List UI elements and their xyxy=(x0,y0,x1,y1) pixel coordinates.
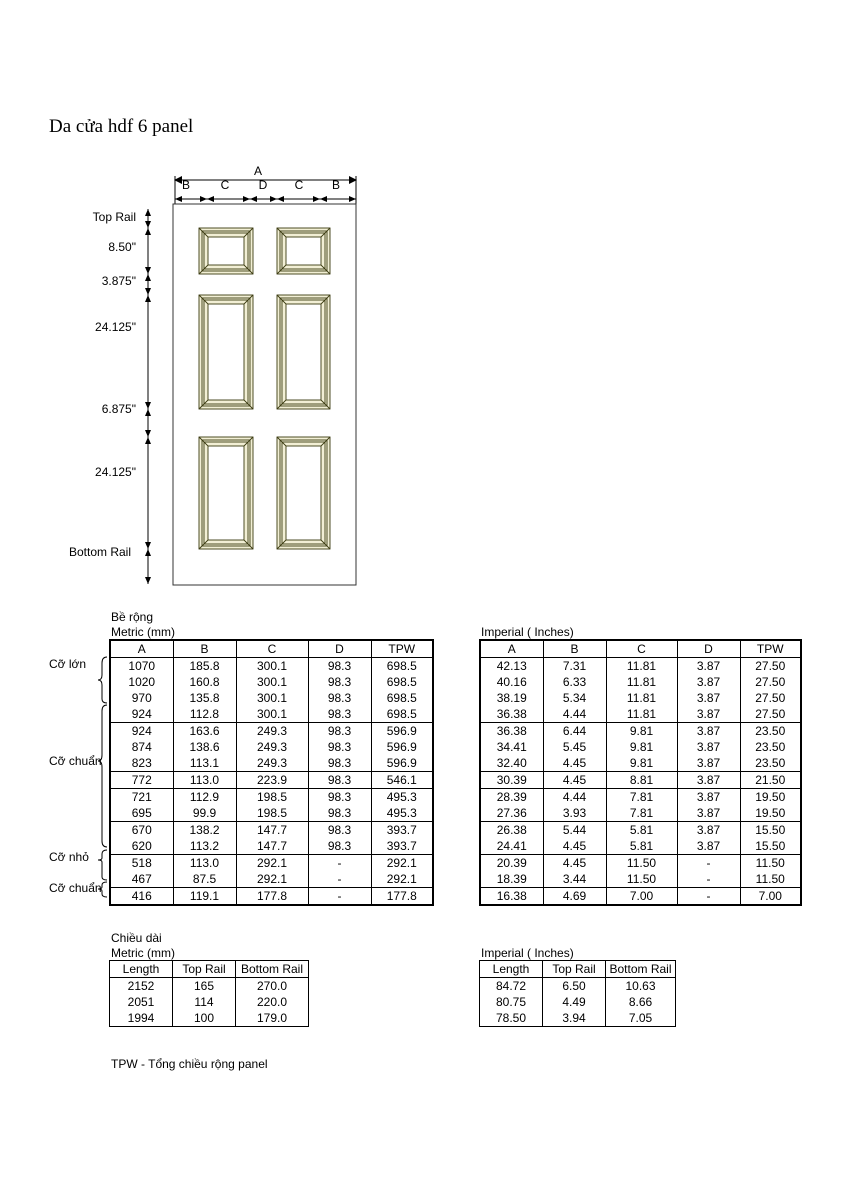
table-row xyxy=(480,789,801,806)
table-cell: 32.40 xyxy=(480,755,543,772)
table-cell: 99.9 xyxy=(173,805,236,822)
table-row xyxy=(480,838,801,855)
table-row xyxy=(480,994,676,1010)
dim-c2-label: C xyxy=(294,178,304,192)
table-row xyxy=(110,871,433,888)
table-row xyxy=(110,658,433,675)
table-cell: 98.3 xyxy=(308,674,371,690)
page-title: Da cửa hdf 6 panel xyxy=(49,116,194,137)
table-cell: 7.00 xyxy=(606,888,677,906)
table-row xyxy=(480,658,801,675)
table-cell: 393.7 xyxy=(371,822,433,839)
table-cell: 28.39 xyxy=(480,789,543,806)
table-cell: 546.1 xyxy=(371,772,433,789)
column-header: Bottom Rail xyxy=(606,961,676,978)
footnote: TPW - Tổng chiều rộng panel xyxy=(111,1057,268,1071)
table-cell: - xyxy=(308,871,371,888)
table-cell: 10.63 xyxy=(606,978,676,995)
table-cell: 6.33 xyxy=(543,674,606,690)
table-cell: 36.38 xyxy=(480,706,543,723)
table-cell: 518 xyxy=(110,855,173,872)
table-cell: - xyxy=(308,888,371,906)
table-cell: 924 xyxy=(110,706,173,723)
size-label-large: Cỡ lớn xyxy=(49,657,87,671)
table-cell: 21.50 xyxy=(740,772,801,789)
column-header: Length xyxy=(480,961,543,978)
table-cell: 7.05 xyxy=(606,1010,676,1027)
length-metric-table xyxy=(109,960,309,1027)
table-row xyxy=(110,855,433,872)
table-row xyxy=(480,871,801,888)
table-cell: 495.3 xyxy=(371,789,433,806)
column-header: Length xyxy=(110,961,173,978)
table-cell: 2152 xyxy=(110,978,173,995)
table-cell: 6.50 xyxy=(543,978,606,995)
table-cell: 300.1 xyxy=(236,674,308,690)
table-cell: 24.41 xyxy=(480,838,543,855)
table-row xyxy=(110,838,433,855)
table-cell: 5.81 xyxy=(606,822,677,839)
table-cell: 15.50 xyxy=(740,822,801,839)
table-cell: 19.50 xyxy=(740,789,801,806)
table-row xyxy=(110,888,433,906)
table-cell: 9.81 xyxy=(606,739,677,755)
table-cell: 3.87 xyxy=(677,706,740,723)
table-cell: - xyxy=(308,855,371,872)
column-header: B xyxy=(543,640,606,658)
table-cell: 27.36 xyxy=(480,805,543,822)
table-cell: 11.81 xyxy=(606,658,677,675)
table-cell: 27.50 xyxy=(740,706,801,723)
length-heading: Chiều dài xyxy=(111,931,162,945)
table-cell: 1994 xyxy=(110,1010,173,1027)
table-cell: 3.87 xyxy=(677,838,740,855)
table-row xyxy=(480,805,801,822)
table-cell: 3.87 xyxy=(677,789,740,806)
table-cell: 721 xyxy=(110,789,173,806)
table-cell: 15.50 xyxy=(740,838,801,855)
table-cell: 4.44 xyxy=(543,789,606,806)
dim-b-label: B xyxy=(181,178,191,192)
table-cell: 98.3 xyxy=(308,805,371,822)
dim-3875-label: 3.875" xyxy=(101,274,136,288)
table-cell: 98.3 xyxy=(308,723,371,740)
table-cell: 147.7 xyxy=(236,822,308,839)
table-cell: 698.5 xyxy=(371,674,433,690)
table-row xyxy=(110,772,433,789)
table-cell: 393.7 xyxy=(371,838,433,855)
table-cell: 11.50 xyxy=(606,871,677,888)
table-cell: 165 xyxy=(173,978,236,995)
table-row xyxy=(110,822,433,839)
table-cell: 698.5 xyxy=(371,690,433,706)
table-cell: 23.50 xyxy=(740,755,801,772)
width-metric-table xyxy=(109,639,434,906)
width-heading: Bề rộng xyxy=(111,610,154,624)
table-row xyxy=(480,978,676,995)
table-cell: 160.8 xyxy=(173,674,236,690)
table-header-row xyxy=(480,640,801,658)
dim-6875-label: 6.875" xyxy=(101,402,136,416)
table-header-row xyxy=(480,961,676,978)
table-row xyxy=(110,789,433,806)
table-cell: 198.5 xyxy=(236,805,308,822)
table-cell: 135.8 xyxy=(173,690,236,706)
table-cell: 119.1 xyxy=(173,888,236,906)
table-cell: 3.87 xyxy=(677,658,740,675)
table-cell: 292.1 xyxy=(236,855,308,872)
table-cell: 11.81 xyxy=(606,706,677,723)
table-cell: 3.93 xyxy=(543,805,606,822)
table-row xyxy=(110,755,433,772)
dim-a-label: A xyxy=(253,164,263,178)
size-braces xyxy=(96,655,110,900)
table-cell: 4.44 xyxy=(543,706,606,723)
table-cell: 138.6 xyxy=(173,739,236,755)
column-header: A xyxy=(110,640,173,658)
table-cell: 698.5 xyxy=(371,706,433,723)
column-header: Top Rail xyxy=(173,961,236,978)
table-cell: 2051 xyxy=(110,994,173,1010)
dim-c-label: C xyxy=(220,178,230,192)
table-cell: 249.3 xyxy=(236,723,308,740)
table-cell: 5.81 xyxy=(606,838,677,855)
column-header: C xyxy=(606,640,677,658)
table-cell: 3.87 xyxy=(677,772,740,789)
table-cell: 823 xyxy=(110,755,173,772)
table-cell: 112.8 xyxy=(173,706,236,723)
table-row xyxy=(480,822,801,839)
size-label-standard-2: Cỡ chuẩn xyxy=(49,881,102,895)
dim-24125-label: 24.125" xyxy=(95,320,136,334)
table-cell: 874 xyxy=(110,739,173,755)
table-cell: 113.1 xyxy=(173,755,236,772)
table-cell: 4.69 xyxy=(543,888,606,906)
table-cell: 596.9 xyxy=(371,755,433,772)
table-cell: 11.81 xyxy=(606,690,677,706)
table-cell: 98.3 xyxy=(308,690,371,706)
table-cell: 924 xyxy=(110,723,173,740)
door-panel xyxy=(277,295,330,409)
table-cell: 4.45 xyxy=(543,838,606,855)
table-cell: 113.2 xyxy=(173,838,236,855)
table-cell: 147.7 xyxy=(236,838,308,855)
table-cell: 249.3 xyxy=(236,739,308,755)
table-cell: 177.8 xyxy=(236,888,308,906)
table-cell: 34.41 xyxy=(480,739,543,755)
table-cell: 30.39 xyxy=(480,772,543,789)
door-panel xyxy=(277,437,330,549)
table-cell: 5.34 xyxy=(543,690,606,706)
table-cell: 11.50 xyxy=(606,855,677,872)
table-cell: 4.45 xyxy=(543,772,606,789)
table-cell: 27.50 xyxy=(740,690,801,706)
table-cell: 185.8 xyxy=(173,658,236,675)
table-header-row xyxy=(110,961,309,978)
table-cell: - xyxy=(677,855,740,872)
table-row xyxy=(110,1010,309,1027)
table-cell: 8.81 xyxy=(606,772,677,789)
table-cell: 3.87 xyxy=(677,723,740,740)
dim-b2-label: B xyxy=(331,178,341,192)
table-cell: 3.87 xyxy=(677,822,740,839)
table-cell: 1070 xyxy=(110,658,173,675)
table-cell: 16.38 xyxy=(480,888,543,906)
table-cell: 772 xyxy=(110,772,173,789)
table-cell: 292.1 xyxy=(371,871,433,888)
table-row xyxy=(110,739,433,755)
table-cell: 596.9 xyxy=(371,739,433,755)
table-cell: 38.19 xyxy=(480,690,543,706)
top-rail-label: Top Rail xyxy=(92,210,136,224)
length-metric-caption: Metric (mm) xyxy=(111,946,175,960)
table-cell: 98.3 xyxy=(308,789,371,806)
table-cell: 40.16 xyxy=(480,674,543,690)
table-cell: 270.0 xyxy=(236,978,309,995)
length-imperial-caption: Imperial ( Inches) xyxy=(481,946,574,960)
table-cell: 18.39 xyxy=(480,871,543,888)
table-cell: 300.1 xyxy=(236,706,308,723)
table-cell: 23.50 xyxy=(740,723,801,740)
table-cell: 113.0 xyxy=(173,772,236,789)
width-metric-caption: Metric (mm) xyxy=(111,625,175,639)
table-cell: 27.50 xyxy=(740,658,801,675)
table-cell: 98.3 xyxy=(308,822,371,839)
table-cell: 78.50 xyxy=(480,1010,543,1027)
table-row xyxy=(480,772,801,789)
table-cell: 80.75 xyxy=(480,994,543,1010)
table-cell: 3.44 xyxy=(543,871,606,888)
bottom-rail-label: Bottom Rail xyxy=(68,545,131,559)
column-header: B xyxy=(173,640,236,658)
table-cell: 1020 xyxy=(110,674,173,690)
table-cell: 87.5 xyxy=(173,871,236,888)
column-header: Top Rail xyxy=(543,961,606,978)
table-cell: 42.13 xyxy=(480,658,543,675)
table-cell: 467 xyxy=(110,871,173,888)
table-cell: 114 xyxy=(173,994,236,1010)
table-cell: 26.38 xyxy=(480,822,543,839)
table-cell: 7.00 xyxy=(740,888,801,906)
door-panel xyxy=(277,228,330,274)
table-cell: 98.3 xyxy=(308,739,371,755)
table-cell: 4.45 xyxy=(543,755,606,772)
table-cell: 138.2 xyxy=(173,822,236,839)
size-label-small: Cỡ nhỏ xyxy=(49,850,89,864)
table-cell: 670 xyxy=(110,822,173,839)
table-row xyxy=(480,888,801,906)
dim-d-label: D xyxy=(258,178,268,192)
table-cell: 8.66 xyxy=(606,994,676,1010)
table-row xyxy=(480,706,801,723)
table-cell: 23.50 xyxy=(740,739,801,755)
table-cell: 84.72 xyxy=(480,978,543,995)
table-cell: 3.94 xyxy=(543,1010,606,1027)
table-cell: 6.44 xyxy=(543,723,606,740)
table-cell: 179.0 xyxy=(236,1010,309,1027)
table-cell: 620 xyxy=(110,838,173,855)
column-header: D xyxy=(308,640,371,658)
table-cell: 495.3 xyxy=(371,805,433,822)
table-row xyxy=(110,706,433,723)
table-cell: 249.3 xyxy=(236,755,308,772)
column-header: TPW xyxy=(740,640,801,658)
table-cell: 98.3 xyxy=(308,838,371,855)
table-cell: 695 xyxy=(110,805,173,822)
table-row xyxy=(480,674,801,690)
table-row xyxy=(110,994,309,1010)
width-imperial-table xyxy=(479,639,802,906)
door-panel xyxy=(199,295,253,409)
table-cell: 198.5 xyxy=(236,789,308,806)
table-cell: 3.87 xyxy=(677,674,740,690)
table-cell: 7.31 xyxy=(543,658,606,675)
door-panel xyxy=(199,437,253,549)
table-cell: 11.81 xyxy=(606,674,677,690)
column-header: C xyxy=(236,640,308,658)
size-label-standard: Cỡ chuẩn xyxy=(49,754,102,768)
table-cell: 177.8 xyxy=(371,888,433,906)
table-cell: - xyxy=(677,871,740,888)
table-cell: 98.3 xyxy=(308,755,371,772)
dim-850-label: 8.50" xyxy=(108,240,136,254)
table-cell: 163.6 xyxy=(173,723,236,740)
table-cell: 300.1 xyxy=(236,690,308,706)
column-header: TPW xyxy=(371,640,433,658)
table-cell: 11.50 xyxy=(740,855,801,872)
table-cell: 9.81 xyxy=(606,755,677,772)
table-cell: 3.87 xyxy=(677,805,740,822)
table-row xyxy=(110,723,433,740)
table-cell: 596.9 xyxy=(371,723,433,740)
table-cell: 223.9 xyxy=(236,772,308,789)
table-cell: 4.45 xyxy=(543,855,606,872)
table-cell: 112.9 xyxy=(173,789,236,806)
table-cell: 11.50 xyxy=(740,871,801,888)
table-cell: 5.44 xyxy=(543,822,606,839)
table-cell: 100 xyxy=(173,1010,236,1027)
table-cell: 416 xyxy=(110,888,173,906)
table-cell: 27.50 xyxy=(740,674,801,690)
table-cell: 113.0 xyxy=(173,855,236,872)
width-imperial-caption: Imperial ( Inches) xyxy=(481,625,574,639)
table-row xyxy=(480,690,801,706)
table-cell: 36.38 xyxy=(480,723,543,740)
door-panel xyxy=(199,228,253,274)
table-cell: 3.87 xyxy=(677,690,740,706)
table-row xyxy=(110,690,433,706)
table-cell: 4.49 xyxy=(543,994,606,1010)
table-cell: 98.3 xyxy=(308,772,371,789)
table-cell: 220.0 xyxy=(236,994,309,1010)
table-row xyxy=(480,855,801,872)
table-cell: 5.45 xyxy=(543,739,606,755)
table-cell: 7.81 xyxy=(606,789,677,806)
table-cell: 698.5 xyxy=(371,658,433,675)
table-row xyxy=(480,755,801,772)
table-cell: 300.1 xyxy=(236,658,308,675)
column-header: A xyxy=(480,640,543,658)
table-row xyxy=(110,674,433,690)
table-row xyxy=(480,723,801,740)
table-cell: 7.81 xyxy=(606,805,677,822)
table-cell: 3.87 xyxy=(677,739,740,755)
table-header-row xyxy=(110,640,433,658)
column-header: Bottom Rail xyxy=(236,961,309,978)
table-cell: 98.3 xyxy=(308,706,371,723)
table-cell: 98.3 xyxy=(308,658,371,675)
table-cell: 9.81 xyxy=(606,723,677,740)
table-row xyxy=(110,805,433,822)
table-cell: 3.87 xyxy=(677,755,740,772)
table-cell: 292.1 xyxy=(236,871,308,888)
length-imperial-table xyxy=(479,960,676,1027)
table-cell: 292.1 xyxy=(371,855,433,872)
table-cell: 19.50 xyxy=(740,805,801,822)
table-row xyxy=(110,978,309,995)
table-cell: - xyxy=(677,888,740,906)
column-header: D xyxy=(677,640,740,658)
table-row xyxy=(480,1010,676,1027)
table-row xyxy=(480,739,801,755)
table-cell: 20.39 xyxy=(480,855,543,872)
dim-24125b-label: 24.125" xyxy=(95,465,136,479)
table-cell: 970 xyxy=(110,690,173,706)
